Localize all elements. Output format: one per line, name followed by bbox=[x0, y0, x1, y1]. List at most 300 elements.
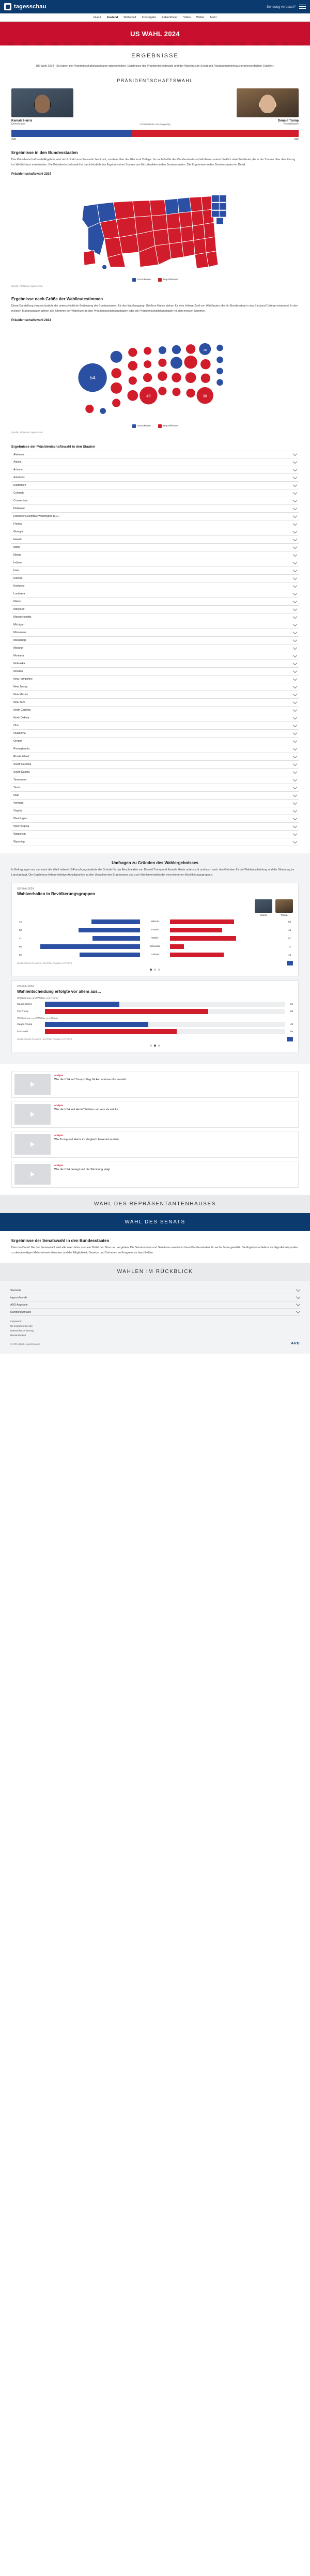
poll-value-left: 86 bbox=[19, 945, 22, 948]
accordion-item-label: North Dakota bbox=[13, 716, 29, 720]
accordion-item-state[interactable] bbox=[11, 800, 299, 807]
poll-value-right: 45 bbox=[288, 929, 291, 932]
accordion-item-label: District of Columbia (Washington D.C.) bbox=[13, 515, 59, 518]
legend-swatch-democrats bbox=[132, 424, 136, 428]
accordion-item-label: New York bbox=[13, 701, 25, 704]
accordion-item-label: Virginia bbox=[13, 809, 23, 813]
poll-row bbox=[17, 918, 293, 925]
senate-section bbox=[0, 1231, 310, 1263]
accordion-item-label: Maine bbox=[13, 600, 21, 604]
footer-accordion-label: ARD-Angebote bbox=[10, 1303, 28, 1307]
footer-link[interactable]: Barrierefreiheit bbox=[10, 1334, 26, 1337]
chevron-down-icon bbox=[293, 739, 297, 743]
accordion-item-label: Connecticut bbox=[13, 499, 28, 503]
poll-bar-trump bbox=[170, 944, 184, 949]
accordion-item-label: Oklahoma bbox=[13, 732, 26, 735]
accordion-item-label: Minnesota bbox=[13, 631, 26, 635]
chevron-down-icon bbox=[293, 553, 297, 557]
states-accordion-list bbox=[11, 451, 299, 846]
missed-broadcast-link[interactable]: Sendung verpasst? bbox=[266, 5, 296, 9]
accordion-item-state[interactable] bbox=[11, 769, 299, 776]
video-thumbnail[interactable] bbox=[14, 1134, 51, 1155]
poll-hbar-fill bbox=[45, 1029, 177, 1034]
poll-value-left: 53 bbox=[19, 929, 22, 932]
chevron-down-icon bbox=[293, 584, 297, 588]
candidate-name: Donald Trump bbox=[277, 119, 299, 123]
video-thumbnail[interactable] bbox=[14, 1164, 51, 1185]
chevron-down-icon bbox=[296, 1287, 300, 1292]
accordion-item-state[interactable] bbox=[11, 831, 299, 838]
nav-item-faktenfinder[interactable]: Faktenfinder bbox=[162, 16, 178, 19]
accordion-item-state[interactable] bbox=[11, 614, 299, 621]
accordion-item-label: South Carolina bbox=[13, 763, 32, 766]
teaser-card[interactable] bbox=[11, 1161, 299, 1188]
accordion-item-state[interactable] bbox=[11, 668, 299, 676]
avatar bbox=[11, 88, 73, 117]
accordion-item-state[interactable] bbox=[11, 590, 299, 598]
poll-hbar-row bbox=[17, 1022, 293, 1027]
accordion-item-state[interactable] bbox=[11, 528, 299, 536]
chevron-down-icon bbox=[293, 452, 297, 456]
teaser-title: Wie die USA auf Trumps Sieg blicken und was ihn antreibt bbox=[54, 1078, 127, 1082]
candidate-party: Republikaner bbox=[283, 122, 299, 126]
cartogram-block bbox=[0, 295, 310, 441]
legend-label-republicans: Republikaner bbox=[163, 279, 178, 282]
accordion-item-label: Pennsylvania bbox=[13, 747, 29, 751]
map-chart-label: Präsidentschaftswahl 2024 bbox=[11, 173, 51, 176]
video-thumbnail[interactable] bbox=[14, 1104, 51, 1125]
brand-logo[interactable] bbox=[4, 3, 47, 10]
accordion-item-state[interactable] bbox=[11, 699, 299, 707]
poll-source: Quelle: Edison Research / Exit Polls, Angaben in Prozent bbox=[17, 962, 72, 965]
accordion-item-label: West Virginia bbox=[13, 825, 29, 829]
chevron-down-icon bbox=[293, 483, 297, 487]
teaser-card[interactable] bbox=[11, 1131, 299, 1158]
poll-bar-harris bbox=[80, 953, 140, 957]
chevron-down-icon bbox=[293, 630, 297, 634]
accordion-item-label: Indiana bbox=[13, 561, 23, 565]
accordion-item-state[interactable] bbox=[11, 838, 299, 846]
teaser-tag: Analyse bbox=[54, 1134, 63, 1137]
accordion-item-state[interactable] bbox=[11, 683, 299, 691]
chevron-down-icon bbox=[293, 498, 297, 502]
poll-hbar-label: Für Trump bbox=[17, 1010, 29, 1013]
accordion-item-label: Alaska bbox=[13, 461, 22, 464]
chevron-down-icon bbox=[293, 677, 297, 681]
svg-text:28: 28 bbox=[203, 349, 207, 352]
accordion-item-label: New Hampshire bbox=[13, 678, 33, 681]
footer-accordion-item[interactable] bbox=[10, 1294, 300, 1301]
poll-card-motivation bbox=[11, 980, 299, 1052]
usa-cartogram[interactable] bbox=[11, 324, 299, 422]
chevron-down-icon bbox=[293, 661, 297, 665]
accordion-item-state[interactable] bbox=[11, 761, 299, 769]
footer-accordion-item[interactable] bbox=[10, 1301, 300, 1309]
accordion-item-state[interactable] bbox=[11, 815, 299, 823]
accordion-item-state[interactable] bbox=[11, 776, 299, 784]
poll-hbar-fill bbox=[45, 1022, 148, 1027]
legend-swatch-democrats bbox=[132, 278, 136, 282]
bar-trump bbox=[132, 130, 299, 137]
polls-intro: In Befragungen vor und nach der Wahl haben US-Forschungsinstitute die Gründe für das Abschneiden von Donald Trump und Kamala Harris untersucht und auch nach den Gründen für die Wahlentscheidung und die Stimmung im Land gefragt. Die Ergebnisse liefern wichtige Anhaltspunkte zu den Ursachen des Ergebnisses und zum Wählerverhalten der verschiedenen Bevölkerungsgruppen. bbox=[11, 868, 295, 877]
poll-hbar-value: 43 bbox=[290, 1023, 293, 1026]
chevron-down-icon bbox=[293, 514, 297, 518]
poll-row bbox=[17, 927, 293, 933]
chevron-down-icon bbox=[293, 824, 297, 828]
footer-link[interactable]: Impressum bbox=[10, 1320, 22, 1323]
poll-bar-harris bbox=[79, 928, 140, 932]
usa-results-map[interactable] bbox=[11, 178, 299, 276]
chevron-down-icon bbox=[293, 607, 297, 611]
trump-electors: 312 bbox=[293, 138, 299, 142]
teaser-tag: Analyse bbox=[54, 1164, 63, 1167]
poll-value-left: 41 bbox=[19, 937, 22, 940]
accordion-item-state[interactable] bbox=[11, 722, 299, 730]
top-bar bbox=[0, 0, 310, 13]
accordion-item-label: Kentucky bbox=[13, 585, 25, 588]
accordion-item-label: Rhode Island bbox=[13, 755, 29, 759]
teaser-card[interactable] bbox=[11, 1071, 299, 1098]
poll-bar-harris bbox=[92, 936, 140, 941]
poll-bar-trump bbox=[170, 928, 222, 932]
candidate-harris bbox=[11, 88, 73, 126]
accordion-item-state[interactable] bbox=[11, 738, 299, 745]
poll-row bbox=[17, 935, 293, 942]
accordion-item-state[interactable] bbox=[11, 606, 299, 614]
carousel-dots[interactable] bbox=[17, 1045, 293, 1047]
page-title: US WAHL 2024 bbox=[130, 29, 180, 38]
accordion-item-label: Georgia bbox=[13, 530, 23, 534]
poll-head-label-trump: Trump bbox=[281, 914, 288, 917]
chevron-down-icon bbox=[293, 708, 297, 712]
hero-banner bbox=[0, 22, 310, 45]
accordion-item-label: South Dakota bbox=[13, 771, 30, 774]
footer-accordion-item[interactable] bbox=[10, 1287, 300, 1294]
chevron-down-icon bbox=[293, 839, 297, 844]
map-source: Quelle: AP/News, tagesschau bbox=[11, 285, 43, 288]
poll-value-left: 42 bbox=[19, 921, 22, 924]
accordion-item-label: Montana bbox=[13, 654, 24, 658]
accordion-item-label: Mississippi bbox=[13, 639, 27, 642]
accordion-item-state[interactable] bbox=[11, 536, 299, 544]
poll-row-label: Frauen bbox=[151, 929, 159, 932]
accordion-item-state[interactable] bbox=[11, 567, 299, 575]
accordion-item-state[interactable] bbox=[11, 451, 299, 458]
play-icon bbox=[30, 1082, 35, 1087]
poll-row-label: Schwarze bbox=[149, 945, 161, 948]
accordion-item-state[interactable] bbox=[11, 482, 299, 489]
nav-item-wetter[interactable]: Wetter bbox=[196, 16, 205, 19]
chevron-down-icon bbox=[293, 692, 297, 696]
accordion-item-label: Arkansas bbox=[13, 476, 25, 480]
footer-accordion bbox=[10, 1287, 300, 1316]
cartogram-legend bbox=[11, 424, 299, 428]
poll-subgroup-2: Wählerinnen und Wähler von Harris bbox=[17, 1017, 58, 1021]
poll-rows bbox=[17, 918, 293, 958]
teaser-list bbox=[11, 1071, 299, 1188]
states-accordion-title: Ergebnisse der Präsidentschaftswahl in den Staaten bbox=[11, 445, 95, 449]
accordion-item-label: Wyoming bbox=[13, 840, 25, 844]
accordion-item-state[interactable] bbox=[11, 559, 299, 567]
play-icon bbox=[30, 1142, 35, 1147]
accordion-item-label: Michigan bbox=[13, 623, 24, 627]
accordion-item-label: Vermont bbox=[13, 802, 24, 805]
accordion-item-label: Delaware bbox=[13, 507, 25, 511]
accordion-item-label: Florida bbox=[13, 523, 22, 526]
nav-item-investigativ[interactable]: Investigativ bbox=[142, 16, 157, 19]
poll-row bbox=[17, 952, 293, 958]
accordion-item-label: New Mexico bbox=[13, 693, 28, 697]
chevron-down-icon bbox=[293, 785, 297, 789]
senate-band-title: WAHL DES SENATS bbox=[125, 1219, 185, 1225]
candidate-row bbox=[11, 88, 299, 126]
teaser-title: Wie die USA seit Harris' Wahlen und was sie wählte bbox=[54, 1108, 118, 1112]
poll-row-label: Weiße bbox=[151, 937, 159, 940]
chevron-down-icon bbox=[293, 646, 297, 650]
footer-link[interactable]: So erreichen Sie uns bbox=[10, 1325, 33, 1328]
accordion-item-state[interactable] bbox=[11, 707, 299, 714]
accordion-item-label: Colorado bbox=[13, 492, 25, 495]
chevron-down-icon bbox=[293, 793, 297, 797]
poll-hbar-value: 55 bbox=[290, 1030, 293, 1033]
accordion-item-label: Ohio bbox=[13, 724, 19, 728]
accordion-item-state[interactable] bbox=[11, 784, 299, 792]
teaser-title: Wie Trump und Harris im Vergleich bewertet wurden bbox=[54, 1138, 119, 1142]
teaser-tag: Analyse bbox=[54, 1104, 63, 1107]
accordion-item-state[interactable] bbox=[11, 645, 299, 652]
chevron-down-icon bbox=[293, 506, 297, 510]
teasers-section bbox=[0, 1064, 310, 1195]
poll-hbar-row bbox=[17, 1009, 293, 1014]
chevron-down-icon bbox=[293, 832, 297, 836]
poll-hbar-label: Gegen Trump bbox=[17, 1023, 33, 1026]
chevron-down-icon bbox=[293, 467, 297, 471]
chevron-down-icon bbox=[293, 475, 297, 479]
accordion-item-state[interactable] bbox=[11, 823, 299, 831]
usa-map-svg bbox=[11, 178, 299, 276]
polls-heading: Umfragen zu Gründen des Wahlergebnisses bbox=[112, 861, 198, 866]
senate-title: Ergebnisse der Senatswahl in den Bundesstaaten bbox=[11, 1238, 110, 1244]
cartogram-svg bbox=[11, 324, 299, 422]
teaser-card[interactable] bbox=[11, 1101, 299, 1128]
legend-swatch-republicans bbox=[158, 278, 162, 282]
accordion-item-state[interactable] bbox=[11, 691, 299, 699]
chevron-down-icon bbox=[293, 622, 297, 626]
accordion-item-state[interactable] bbox=[11, 582, 299, 590]
chevron-down-icon bbox=[296, 1295, 300, 1299]
chevron-down-icon bbox=[293, 490, 297, 495]
chevron-down-icon bbox=[293, 801, 297, 805]
footer-accordion-label: tagesschau.de bbox=[10, 1296, 27, 1299]
candidate-party: Demokraten bbox=[11, 122, 26, 126]
accordion-item-label: Oregon bbox=[13, 740, 23, 743]
nav-item-mehr[interactable]: Mehr bbox=[210, 16, 217, 19]
accordion-item-state[interactable] bbox=[11, 497, 299, 505]
nav-item-video[interactable]: Video bbox=[183, 16, 191, 19]
accordion-item-label: Nebraska bbox=[13, 662, 25, 666]
chevron-down-icon bbox=[293, 591, 297, 595]
share-icon[interactable] bbox=[287, 1037, 293, 1041]
accordion-item-state[interactable] bbox=[11, 474, 299, 482]
poll-rows-harris-voters bbox=[17, 1022, 293, 1034]
teaser-title: Wie die USA bewegt und die Stimmung prägt bbox=[54, 1168, 110, 1172]
poll-bar-trump bbox=[170, 936, 236, 941]
accordion-item-label: Iowa bbox=[13, 569, 19, 573]
cartogram-title: Ergebnisse nach Größe der Wahlleutestimmen bbox=[11, 297, 103, 302]
chevron-down-icon bbox=[293, 777, 297, 781]
accordion-item-state[interactable] bbox=[11, 621, 299, 629]
footer-accordion-item[interactable] bbox=[10, 1309, 300, 1316]
accordion-item-label: Idaho bbox=[13, 546, 20, 549]
chevron-down-icon bbox=[293, 754, 297, 758]
legend-label-democrats: Demokraten bbox=[137, 425, 151, 428]
senate-band bbox=[0, 1213, 310, 1231]
poll-value-right: 57 bbox=[288, 937, 291, 940]
chevron-down-icon bbox=[293, 522, 297, 526]
cartogram-source: Quelle: AP/News, tagesschau bbox=[11, 431, 43, 434]
poll-head-label-harris: Harris bbox=[260, 914, 267, 917]
svg-text:54: 54 bbox=[89, 375, 96, 381]
accordion-item-state[interactable] bbox=[11, 807, 299, 815]
legend-swatch-republicans bbox=[158, 424, 162, 428]
nav-item-inland[interactable]: Inland bbox=[93, 16, 101, 19]
accordion-item-state[interactable] bbox=[11, 598, 299, 606]
candidate-trump bbox=[237, 88, 299, 126]
poll-candidate-heads bbox=[17, 899, 293, 916]
accordion-item-state[interactable] bbox=[11, 660, 299, 668]
chevron-down-icon bbox=[293, 808, 297, 812]
accordion-item-label: New Jersey bbox=[13, 685, 28, 689]
candidate-name: Kamala Harris bbox=[11, 119, 33, 123]
chevron-down-icon bbox=[293, 545, 297, 549]
accordion-item-state[interactable] bbox=[11, 505, 299, 513]
results-intro: US-Wahl 2024 - So haben die Präsidentschaftskandidaten abgeschnitten. Ergebnisse der Präsidentschaftswahl und der Wahlen zum Senat und Repräsentantenhaus in übersichtlichen Grafiken. bbox=[36, 65, 274, 68]
accordion-item-label: Maryland bbox=[13, 608, 25, 611]
carousel-dots[interactable] bbox=[17, 969, 293, 971]
harris-electors: 226 bbox=[11, 138, 17, 142]
accordion-item-label: Washington bbox=[13, 817, 28, 821]
footer-accordion-label: Rundfunkkontakte bbox=[10, 1310, 32, 1314]
accordion-item-state[interactable] bbox=[11, 730, 299, 738]
poll-row-label: Latinos bbox=[151, 954, 159, 957]
play-icon bbox=[30, 1112, 35, 1117]
accordion-item-label: Missouri bbox=[13, 647, 24, 650]
chevron-down-icon bbox=[296, 1302, 300, 1306]
tagesschau-logo-icon bbox=[4, 3, 11, 10]
accordion-item-state[interactable] bbox=[11, 745, 299, 753]
poll-source: Quelle: Edison Research / Exit Polls, Angaben in Prozent bbox=[17, 1038, 72, 1041]
poll-hbar-label: Gegen Harris bbox=[17, 1003, 32, 1006]
accordion-item-state[interactable] bbox=[11, 714, 299, 722]
poll-title: Wahlentscheidung erfolgte vor allem aus... bbox=[17, 989, 101, 994]
chevron-down-icon bbox=[293, 770, 297, 774]
accordion-item-state[interactable] bbox=[11, 466, 299, 474]
accordion-item-state[interactable] bbox=[11, 489, 299, 497]
copyright: © ARD-aktuell / tagesschau.de bbox=[10, 1343, 40, 1346]
footer-links bbox=[10, 1320, 300, 1337]
chevron-down-icon bbox=[293, 599, 297, 603]
accordion-item-label: North Carolina bbox=[13, 709, 31, 712]
legend-item-republicans bbox=[158, 278, 178, 282]
poll-hbar-track bbox=[45, 1002, 285, 1007]
accordion-item-state[interactable] bbox=[11, 792, 299, 800]
chevron-down-icon bbox=[293, 669, 297, 673]
results-section bbox=[0, 45, 310, 76]
retrospective-band-title: WAHLEN IM RÜCKBLICK bbox=[117, 1269, 193, 1275]
poll-value-right: 12 bbox=[288, 945, 291, 948]
accordion-item-label: Hawaii bbox=[13, 538, 22, 542]
cartogram-text: Diese Darstellung veranschaulicht die unterschiedliche Bedeutung der Bundesstaaten für den Wahlausgang. Größere Kreise stehen für eine höhere Zahl von Wahlleuten, die ein Bundesstaat in das Electoral College entsendet. In den meisten Bundesstaaten gehen alle Stimmen der Wahlleute an den Präsidentschaftskandidaten oder die Präsidentschaftskandidatin mit den meisten Stimmen. bbox=[11, 304, 298, 313]
nav-item-ausland[interactable]: Ausland bbox=[106, 16, 118, 19]
flag-stripes-decoration bbox=[0, 42, 310, 45]
chevron-down-icon bbox=[293, 816, 297, 820]
accordion-item-label: Alabama bbox=[13, 453, 24, 456]
chevron-down-icon bbox=[293, 638, 297, 642]
chevron-down-icon bbox=[293, 537, 297, 541]
video-thumbnail[interactable] bbox=[14, 1074, 51, 1095]
accordion-item-state[interactable] bbox=[11, 637, 299, 645]
accordion-item-state[interactable] bbox=[11, 753, 299, 761]
poll-bar-trump bbox=[170, 919, 234, 924]
svg-text:30: 30 bbox=[203, 394, 207, 398]
accordion-item-state[interactable] bbox=[11, 652, 299, 660]
footer-accordion-label: Startseite bbox=[10, 1289, 22, 1292]
chevron-down-icon bbox=[293, 723, 297, 727]
poll-bar-harris bbox=[91, 919, 141, 924]
poll-card-demographics bbox=[11, 883, 299, 976]
nav-item-wirtschaft[interactable]: Wirtschaft bbox=[123, 16, 136, 19]
chevron-down-icon bbox=[293, 615, 297, 619]
poll-title: Wahlverhalten in Bevölkerungsgruppen bbox=[17, 892, 95, 897]
brand-label: tagesschau bbox=[14, 4, 47, 10]
avatar bbox=[237, 88, 299, 117]
poll-subgroup-1: Wählerinnen und Wähler von Trump bbox=[17, 997, 59, 1001]
poll-hbar-track bbox=[45, 1029, 285, 1034]
share-icon[interactable] bbox=[287, 961, 293, 965]
ard-logo: ARD bbox=[291, 1342, 300, 1346]
accordion-item-state[interactable] bbox=[11, 520, 299, 528]
chevron-down-icon bbox=[293, 576, 297, 580]
senate-text: Dazu im Detail: Bei der Senatswahl wird alle zwei Jahre rund ein Drittel der Sitze neu vergeben. Die Senatorinnen und Senatoren werden in ihren Bundesstaaten für sechs Jahre gewählt. Die Ergebnisse liefern wichtige Anhaltspunkte zu den jeweiligen Mehrheitsverhältnissen und der Möglichkeit, Gesetze und Vorhaben im Kongress zu beschließen. bbox=[11, 1246, 298, 1254]
chevron-down-icon bbox=[293, 529, 297, 533]
accordion-item-label: Illinois bbox=[13, 554, 21, 557]
poll-hbar-fill bbox=[45, 1009, 208, 1014]
accordion-item-label: Kalifornien bbox=[13, 484, 26, 487]
accordion-item-state[interactable] bbox=[11, 458, 299, 466]
menu-icon[interactable] bbox=[299, 5, 306, 9]
accordion-item-state[interactable] bbox=[11, 629, 299, 637]
legend-label-democrats: Demokraten bbox=[137, 279, 151, 282]
poll-hbar-track bbox=[45, 1022, 285, 1027]
accordion-item-state[interactable] bbox=[11, 544, 299, 551]
legend-item-republicans bbox=[158, 424, 178, 428]
accordion-item-state[interactable] bbox=[11, 551, 299, 559]
footer-link[interactable]: Datenschutzerklärung bbox=[10, 1329, 34, 1332]
votes-needed-label: 270 Wahlleute zum Sieg nötig bbox=[140, 123, 171, 126]
house-band bbox=[0, 1195, 310, 1213]
accordion-item-label: Wisconsin bbox=[13, 833, 26, 836]
accordion-item-state[interactable] bbox=[11, 676, 299, 683]
chevron-down-icon bbox=[296, 1309, 300, 1313]
accordion-item-state[interactable] bbox=[11, 575, 299, 582]
state-results-block bbox=[0, 148, 310, 295]
bar-harris bbox=[11, 130, 132, 137]
map-legend bbox=[11, 278, 299, 282]
chevron-down-icon bbox=[293, 459, 297, 464]
poll-bar-trump bbox=[170, 953, 224, 957]
accordion-item-state[interactable] bbox=[11, 513, 299, 520]
chevron-down-icon bbox=[293, 653, 297, 657]
